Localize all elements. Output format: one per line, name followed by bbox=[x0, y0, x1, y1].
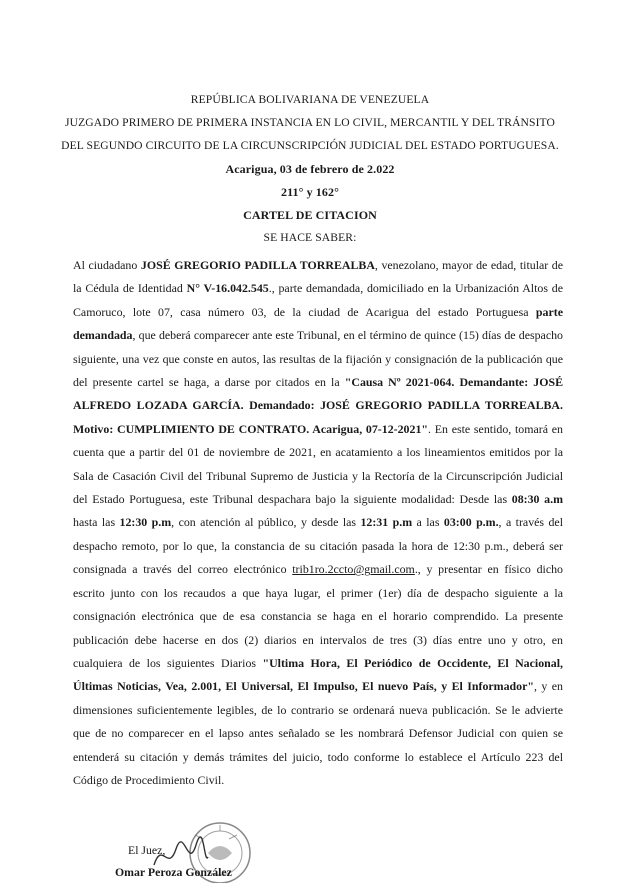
body-text: a las bbox=[412, 515, 444, 530]
hour-remote-end: 03:00 p.m. bbox=[443, 515, 499, 530]
header-republic: REPÚBLICA BOLIVARIANA DE VENEZUELA bbox=[190, 93, 430, 106]
newspapers-list: "Ultima Hora, El Periódico de Occidente, El Nacional, Últimas Noticias, Vea, 2.001, El Universal, El Impulso, El nuevo País, y El Informador" bbox=[73, 655, 563, 694]
case-reference: "Causa Nº 2021-064. Demandante: JOSÉ ALFREDO LOZADA GARCÍA. Demandado: JOSÉ GREGORIO PADILLA TORREALBA. Motivo: CUMPLIMIENTO DE CONTRATO. Acarigua, 07-12-2021" bbox=[73, 375, 563, 436]
body-paragraph bbox=[73, 254, 563, 792]
body-text: Al ciudadano bbox=[73, 258, 141, 272]
hour-remote-start: 12:31 p.m bbox=[360, 515, 413, 530]
body-text: . En este sentido, tomará en cuenta que a partir del 01 de noviembre de 2021, en acatamiento a los lineamientos emitidos por la Sala de Casación Civil del Tribunal Supremo de Justicia y la Rectoría de la Circunscripción Judicial del Estado Portuguesa, este Tribunal despachara bajo la siguiente modalidad: Desde las bbox=[73, 421, 563, 507]
hour-start: 08:30 a.m bbox=[511, 492, 563, 507]
body-text: hasta las bbox=[73, 515, 120, 530]
document-date: Acarigua, 03 de febrero de 2.022 bbox=[225, 162, 395, 176]
document-years: 211° y 162° bbox=[280, 185, 340, 199]
document-subtitle: SE HACE SABER: bbox=[263, 231, 357, 244]
document-title: CARTEL DE CITACION bbox=[243, 208, 377, 222]
header-circuit: DEL SEGUNDO CIRCUITO DE LA CIRCUNSCRIPCIÓN JUDICIAL DEL ESTADO PORTUGUESA. bbox=[61, 139, 559, 152]
signature-name: Omar Peroza González bbox=[115, 865, 232, 879]
hour-end: 12:30 p.m bbox=[119, 515, 172, 530]
party-label: parte demandada bbox=[73, 304, 563, 343]
id-number: N° V-16.042.545 bbox=[186, 281, 269, 296]
body-text: , que deberá comparecer ante este Tribunal, en el término de quince (15) días de despacho siguiente, una vez que conste en autos, las resultas de la fijación y consignación de la publicación que del presente cartel se haga, a darse por citados en la bbox=[73, 328, 563, 390]
defendant-name: JOSÉ GREGORIO PADILLA TORREALBA bbox=[140, 258, 375, 272]
body-text: ., parte demandada, domiciliado en la Urbanización Altos de Camoruco, lote 07, casa número 03, de la ciudad de Acarigua del estado Portuguesa bbox=[73, 281, 563, 319]
body-text: , con atención al público, y desde las bbox=[171, 515, 361, 530]
body-text: , a través del despacho remoto, por lo que, la constancia de su citación pasada la hora de 12:30 p.m., deberá ser consignada a través del correo electrónico bbox=[73, 515, 563, 577]
signature-role: El Juez, bbox=[128, 843, 166, 857]
body-text: ., y presentar en físico dicho escrito junto con los recaudos a que haya lugar, el primer (1er) día de despacho siguiente a la consignación electrónica que de esa constancia se haga en el horario comprendido. La presente publicación debe hacerse en dos (2) diarios en intervalos de tres (3) días entre uno y otro, en cualquiera de los siguientes Diarios bbox=[73, 562, 563, 670]
email-link[interactable]: trib1ro.2ccto@gmail.com bbox=[292, 562, 415, 577]
header-court: JUZGADO PRIMERO DE PRIMERA INSTANCIA EN LO CIVIL, MERCANTIL Y DEL TRÁNSITO bbox=[65, 116, 555, 129]
body-text: , y en dimensiones suficientemente legibles, de lo contrario se ordenará nueva publicación. Se le advierte que de no comparecer en el lapso antes señalado se les nombrará Defensor Judicial con quien se entenderá su citación y demás trámites del juicio, todo conforme lo establece el Artículo 223 del Código de Procedimiento Civil. bbox=[73, 679, 563, 787]
body-text: , venezolano, mayor de edad, titular de la Cédula de Identidad bbox=[73, 258, 564, 296]
